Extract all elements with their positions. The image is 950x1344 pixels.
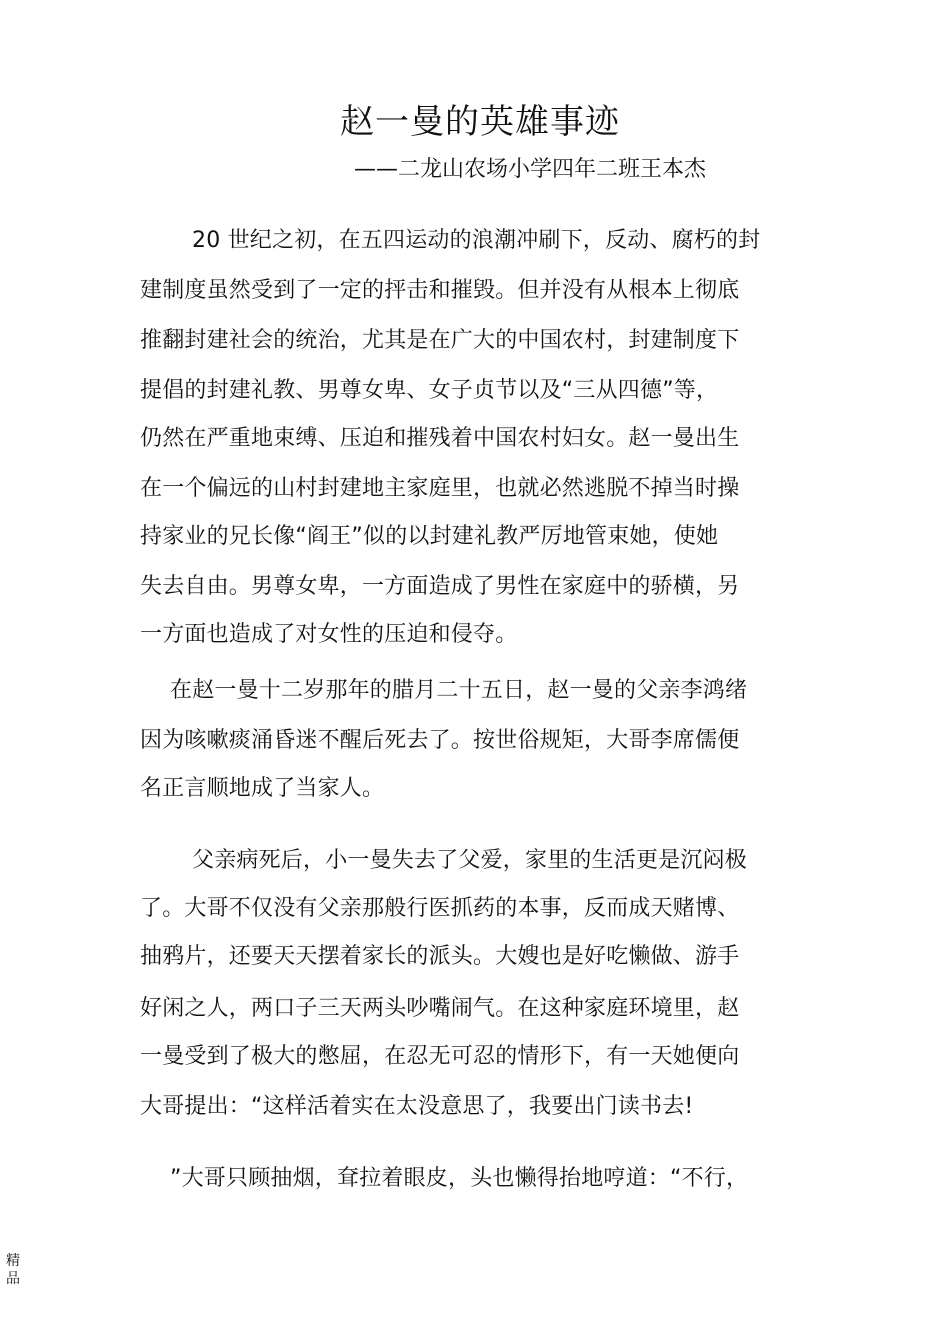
text-line: 一曼受到了极大的憋屈，在忍无可忍的情形下，有一天她便向 [140, 1044, 740, 1069]
text-line: 失去自由。男尊女卑，一方面造成了男性在家庭中的骄横，另 [140, 574, 740, 599]
text-line: 在一个偏远的山村封建地主家庭里，也就必然逃脱不掉当时操 [140, 476, 740, 501]
text-line: 20 世纪之初，在五四运动的浪潮冲刷下，反动、腐朽的封 [192, 228, 761, 253]
document-title: 赵一曼的英雄事迹 [340, 102, 620, 142]
text-line: 仍然在严重地束缚、压迫和摧残着中国农村妇女。赵一曼出生 [140, 426, 740, 451]
footer-label: 精品 [6, 1253, 20, 1287]
text-line: 父亲病死后，小一曼失去了父爱，家里的生活更是沉闷极 [192, 848, 748, 873]
text-line: 名正言顺地成了当家人。 [140, 776, 385, 801]
text-line: 持家业的兄长像“阎王”似的以封建礼教严厉地管束她，使她 [140, 524, 719, 549]
text-line: 提倡的封建礼教、男尊女卑、女子贞节以及“三从四德”等， [140, 378, 719, 403]
text-line: 一方面也造成了对女性的压迫和侵夺。 [140, 622, 518, 647]
text-line: 抽鸦片，还要天天摆着家长的派头。大嫂也是好吃懒做、游手 [140, 944, 740, 969]
text-line: 在赵一曼十二岁那年的腊月二十五日，赵一曼的父亲李鸿绪 [170, 678, 748, 703]
document-subtitle: ——二龙山农场小学四年二班王本杰 [354, 157, 707, 182]
text-line: 大哥提出：“这样活着实在太没意思了，我要出门读书去! [140, 1094, 694, 1119]
text-line: 建制度虽然受到了一定的抨击和摧毁。但并没有从根本上彻底 [140, 278, 740, 303]
text-line: ”大哥只顾抽烟，耷拉着眼皮，头也懒得抬地哼道：“不行， [170, 1166, 749, 1191]
text-line: 推翻封建社会的统治，尤其是在广大的中国农村，封建制度下 [140, 328, 740, 353]
text-line: 了。大哥不仅没有父亲那般行医抓药的本事，反而成天赌博、 [140, 896, 740, 921]
text-line: 因为咳嗽痰涌昏迷不醒后死去了。按世俗规矩，大哥李席儒便 [140, 728, 740, 753]
text-line: 好闲之人，两口子三天两头吵嘴闹气。在这种家庭环境里，赵 [140, 996, 740, 1021]
